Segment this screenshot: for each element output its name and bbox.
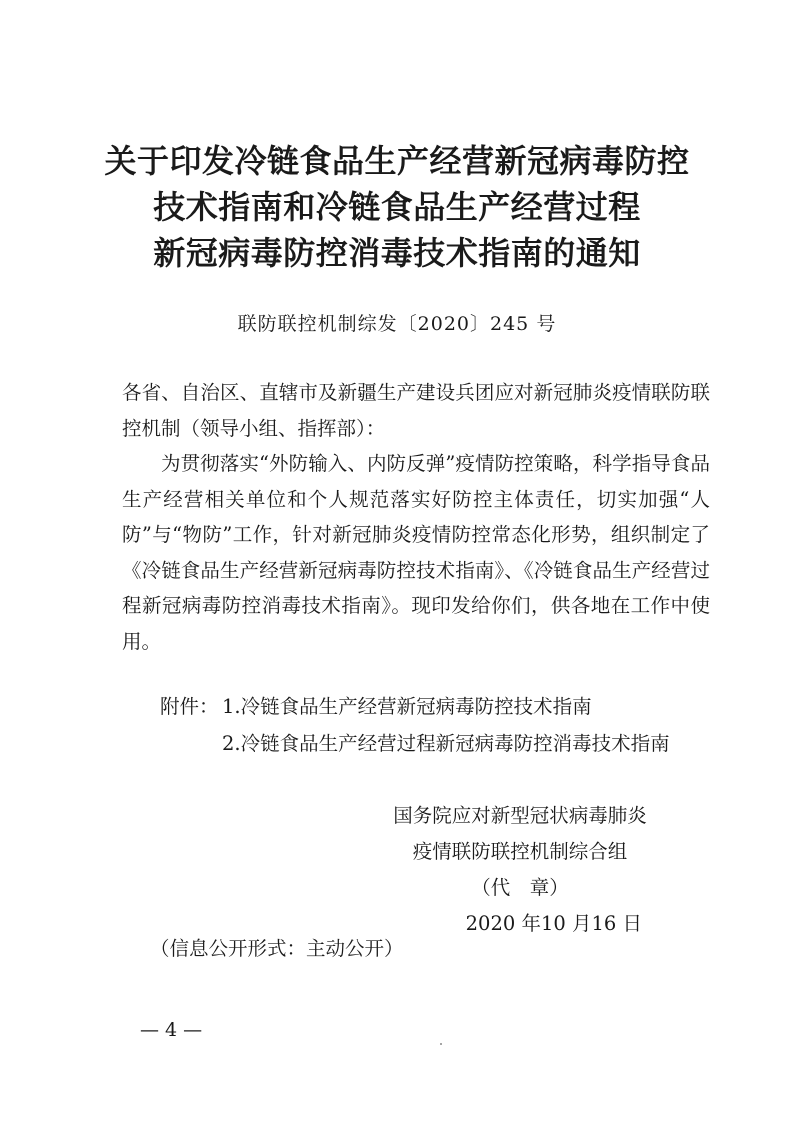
document-number: 联防联控机制综发〔2020〕245 号	[237, 313, 557, 335]
page-number: — 4 —	[140, 1019, 203, 1041]
title-line-1: 关于印发冷链食品生产经营新冠病毒防控	[104, 142, 690, 180]
seal-note: （代 章）	[471, 876, 569, 899]
document-title	[0, 138, 794, 276]
attachment-item-1: 1.冷链食品生产经营新冠病毒防控技术指南	[222, 695, 592, 718]
title-line-3: 新冠病毒防控消毒技术指南的通知	[153, 234, 641, 272]
attachments-label: 附件：	[160, 695, 219, 718]
attachment-row	[160, 688, 670, 725]
main-paragraph: 为贯彻落实“外防输入、内防反弹”疫情防控策略，科学指导食品生产经营相关单位和个人规范落实好防控主体责任，切实加强“人防”与“物防”工作，针对新冠肺炎疫情防控常态化形势，组织制定了《冷链食品生产经营新冠病毒防控技术指南》、《冷链食品生产经营过程新冠病毒防控消毒技术指南》。现印发给你们，供各地在工作中使用。	[122, 452, 710, 653]
document-body	[122, 375, 710, 659]
attachment-row	[160, 725, 670, 762]
attachments	[160, 688, 670, 762]
attachments-label-spacer	[160, 725, 222, 762]
addressee: 各省、自治区、直辖市及新疆生产建设兵团应对新冠肺炎疫情联防联控机制（领导小组、指挥部）：	[122, 381, 710, 440]
signature-block	[360, 798, 680, 942]
issue-date: 2020 年10 月16 日	[465, 912, 642, 935]
issuing-org-line-1: 国务院应对新型冠状病毒肺炎	[393, 804, 647, 827]
title-line-2: 技术指南和冷链食品生产经营过程	[153, 188, 641, 226]
scan-speck	[440, 1043, 442, 1045]
attachment-item-2: 2.冷链食品生产经营过程新冠病毒防控消毒技术指南	[222, 732, 670, 755]
disclosure-type: （信息公开形式：主动公开）	[150, 937, 404, 960]
issuing-org-line-2: 疫情联防联控机制综合组	[412, 840, 628, 863]
